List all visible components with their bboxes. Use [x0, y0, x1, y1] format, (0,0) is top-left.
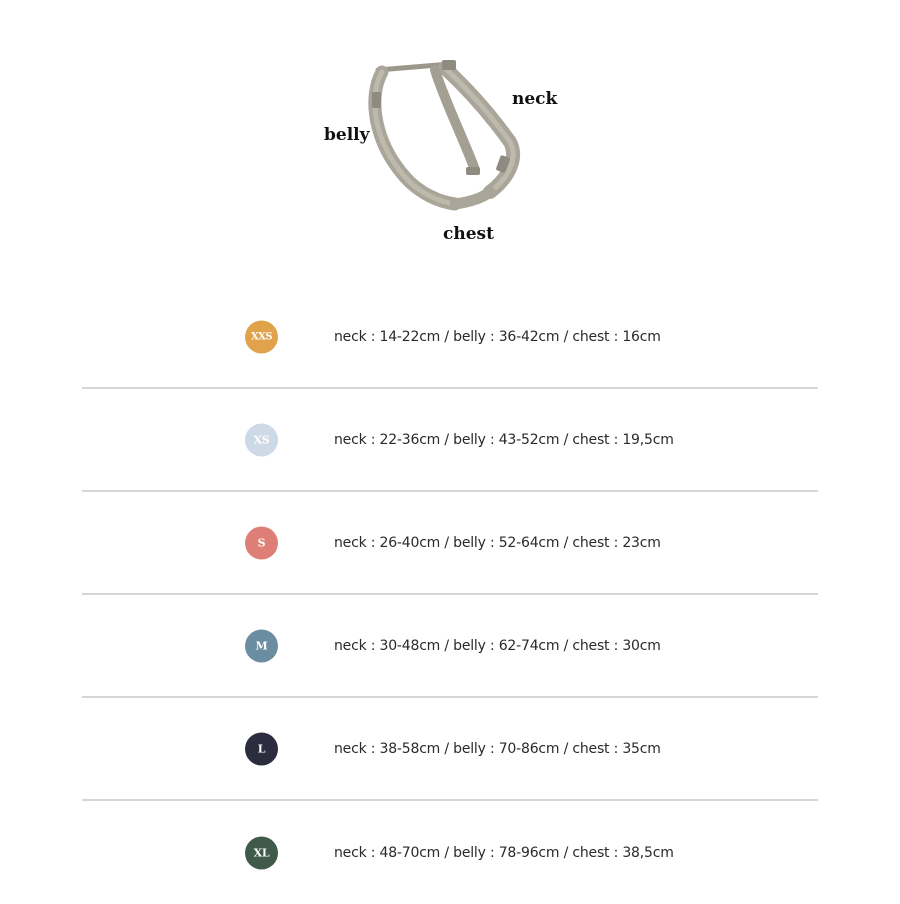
size-row-xxs: [82, 286, 818, 389]
size-measurements-s: neck : 26-40cm / belly : 52-64cm / chest : 23cm: [334, 534, 661, 551]
size-row-s: [82, 492, 818, 595]
neck-label: neck: [512, 89, 558, 109]
size-measurements-l: neck : 38-58cm / belly : 70-86cm / chest : 35cm: [334, 740, 661, 757]
size-row-l: [82, 698, 818, 801]
size-measurements-xl: neck : 48-70cm / belly : 78-96cm / chest : 38,5cm: [334, 844, 674, 861]
size-row-m: [82, 595, 818, 698]
harness-illustration: [360, 52, 530, 232]
belly-label: belly: [324, 125, 370, 145]
size-measurements-xs: neck : 22-36cm / belly : 43-52cm / chest : 19,5cm: [334, 431, 674, 448]
size-measurements-xxs: neck : 14-22cm / belly : 36-42cm / chest : 16cm: [334, 328, 661, 345]
harness-diagram: [0, 0, 900, 260]
size-badge-xl: XL: [245, 836, 278, 869]
size-badge-xxs: XXS: [245, 320, 278, 353]
size-badge-s: S: [245, 526, 278, 559]
chest-label: chest: [443, 224, 494, 244]
size-row-xs: [82, 389, 818, 492]
size-measurements-m: neck : 30-48cm / belly : 62-74cm / chest : 30cm: [334, 637, 661, 654]
size-row-xl: [82, 801, 818, 904]
size-badge-m: M: [245, 629, 278, 662]
size-chart: [82, 286, 818, 904]
size-badge-xs: XS: [245, 423, 278, 456]
size-badge-l: L: [245, 732, 278, 765]
